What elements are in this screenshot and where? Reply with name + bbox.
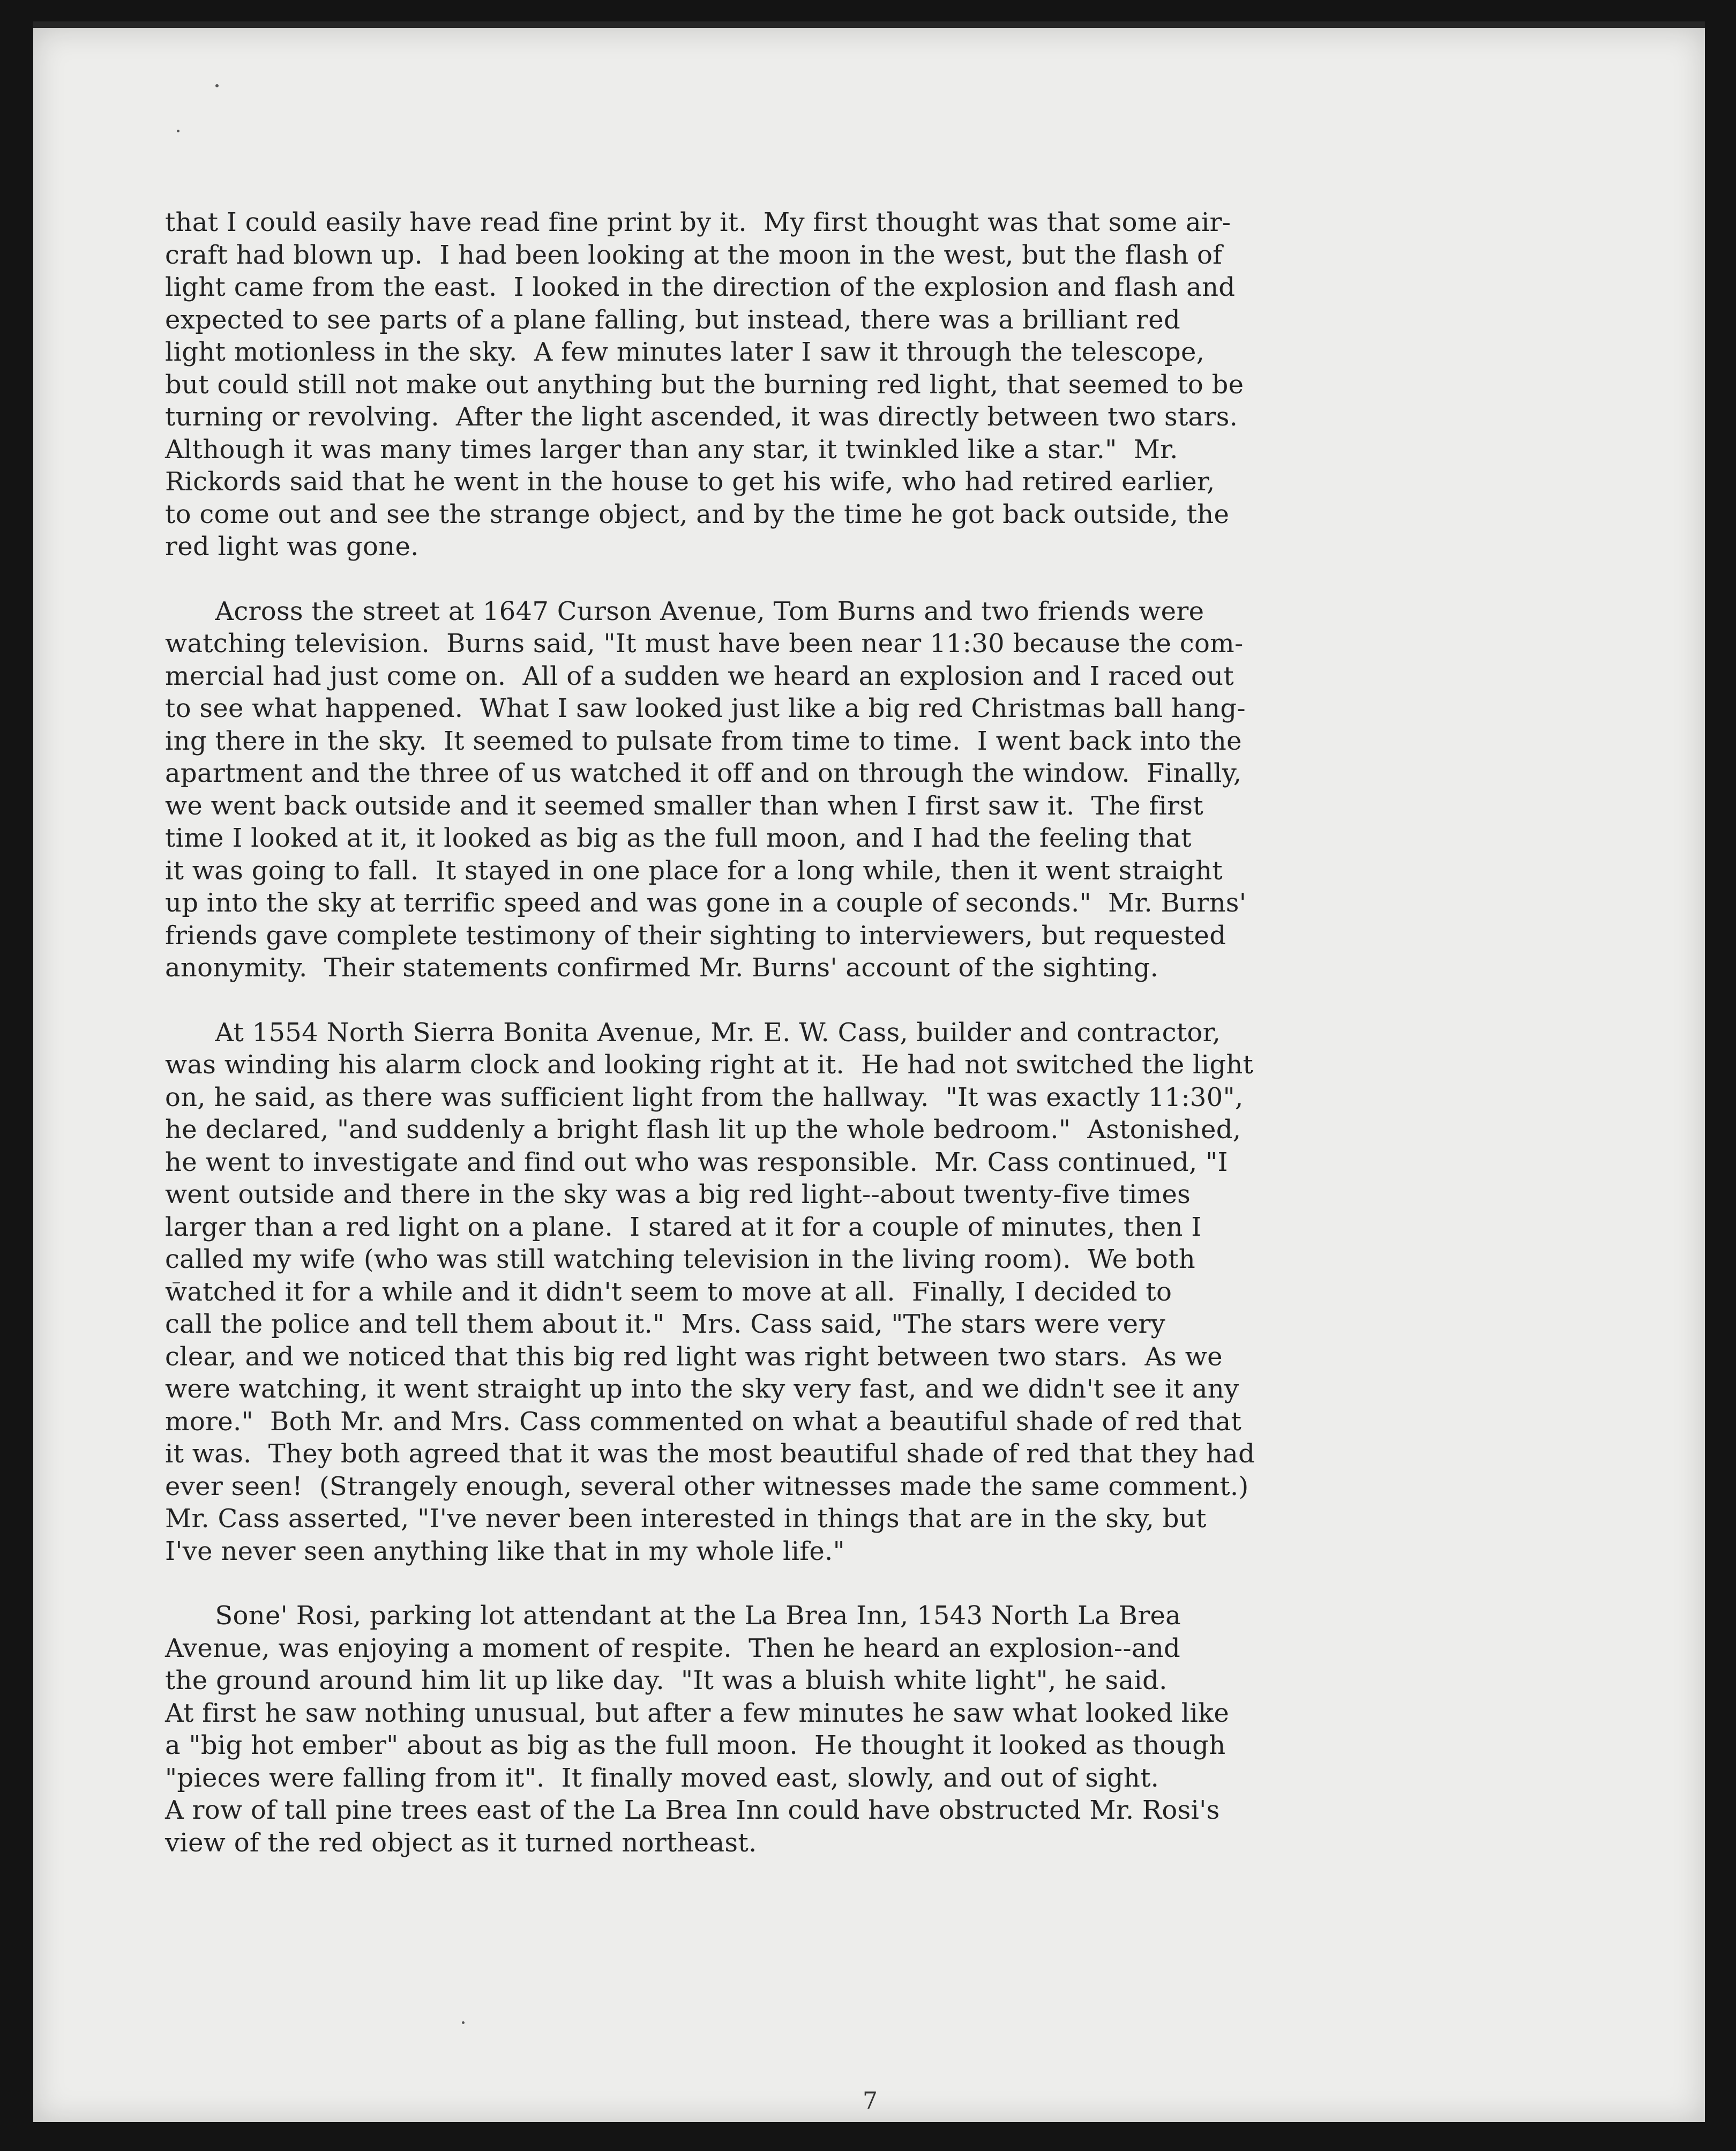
scan-speck: [177, 130, 179, 132]
paragraph-sone-rosi: Sone' Rosi, parking lot attendant at the La Brea Inn, 1543 North La Brea Avenue, was enjoying a moment of respite. Then he heard an explosion--and the ground around him lit up like day. "It was a bluish white light", he said. At first he saw nothing unusual, but after a few minutes he saw what looked like a "big hot ember" about as big as the full moon. He thought it looked as though "pieces were falling from it". It finally moved east, slowly, and out of sight. A row of tall pine trees east of the La Brea Inn could have obstructed Mr. Rosi's view of the red object as it turned northeast.: [165, 1601, 1230, 1858]
paragraph-tom-burns: Across the street at 1647 Curson Avenue, Tom Burns and two friends were watching television. Burns said, "It must have been near 11:30 because the com- mercial had just come on. All of a sudden we heard an explosion and I raced out to see what happened. What I saw looked just like a big red Christmas ball hang- ing there in the sky. It seemed to pulsate from time to time. I went back into the apartment and the three of us watched it off and on through the window. Finally, we went back outside and it seemed smaller than when I first saw it. The first time I looked at it, it looked as big as the full moon, and I had the feeling that it was going to fall. It stayed in one place for a long while, then it went straight up into the sky at terrific speed and was gone in a couple of seconds." Mr. Burns' friends gave complete testimony of their sighting to interviewers, but requested anonymity. Their statements confirmed Mr. Burns' account of the sighting.: [165, 596, 1247, 983]
page-number: 7: [863, 2087, 878, 2115]
paragraph-ew-cass: At 1554 North Sierra Bonita Avenue, Mr. E. W. Cass, builder and contractor, was winding his alarm clock and looking right at it. He had not switched the light on, he said, as there was sufficient light from the hallway. "It was exactly 11:30", he declared, "and suddenly a bright flash lit up the whole bedroom." Astonished, he went to investigate and find out who was responsible. Mr. Cass continued, "I went outside and there in the sky was a big red light--about twenty-five times larger than a red light on a plane. I stared at it for a couple of minutes, then I called my wife (who was still watching television in the living room). We both watched it for a while and it didn't seem to move at all. Finally, I decided to call the police and tell them about it." Mrs. Cass said, "The stars were very clear, and we noticed that this big red light was right between two stars. As we were watching, it went straight up into the sky very fast, and we didn't see it any more." Both Mr. and Mrs. Cass commented on what a beautiful shade of red that it was. They both agreed that it was the most beautiful shade of red that they had ever seen! (Strangely enough, several other witnesses made the same comment.) Mr. Cass asserted, "I've never been interested in things that are in the sky, but I've never seen anything like that in my whole life.": [165, 1017, 1255, 1566]
scan-speck: [215, 84, 219, 87]
paragraph-rickords-conclusion: that I could easily have read fine print by it. My first thought was that some air- craft had blown up. I had been looking at the moon in the west, but the flash of light came from the east. I looked in the direction of the explosion and flash and expected to see parts of a plane falling, but instead, there was a brilliant red light motionless in the sky. A few minutes later I saw it through the telescope, but could still not make out anything but the burning red light, that seemed to be turning or revolving. After the light ascended, it was directly between two stars. Although it was many times larger than any star, it twinkled like a star." Mr. Rickords said that he went in the house to get his wife, who had retired earlier, to come out and see the strange object, and by the time he got back outside, the red light was gone.: [165, 207, 1244, 562]
body-text: [165, 206, 1585, 1891]
scan-speck: [462, 2021, 465, 2024]
